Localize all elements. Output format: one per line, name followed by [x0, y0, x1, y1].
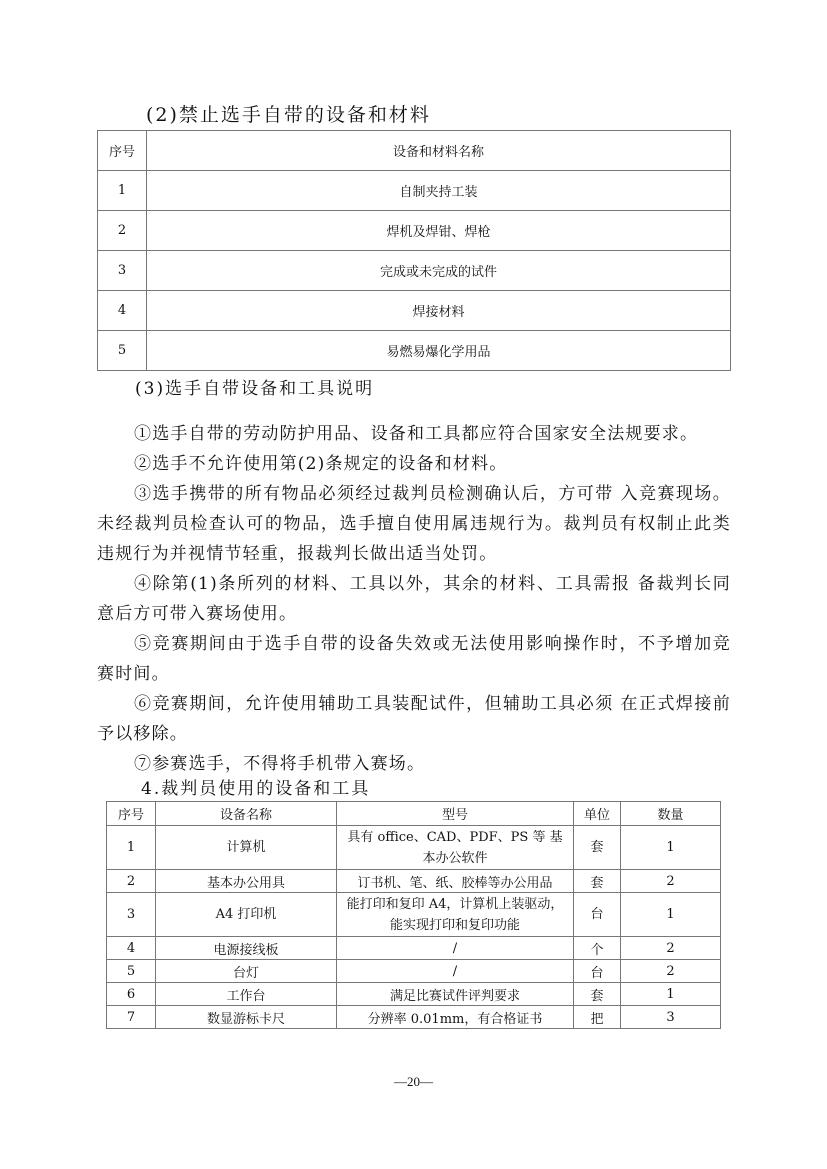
cell-model: 订书机、笔、纸、胶棒等办公用品	[337, 870, 574, 893]
cell-index: 3	[98, 251, 147, 291]
table-row	[98, 211, 731, 251]
cell-unit: 套	[574, 826, 621, 870]
cell-index: 2	[98, 211, 147, 251]
table-row	[98, 251, 731, 291]
cell-name: 完成或未完成的试件	[147, 251, 731, 291]
cell-name: 易燃易爆化学用品	[147, 331, 731, 371]
cell-name: 自制夹持工装	[147, 171, 731, 211]
column-header-quantity: 数量	[621, 802, 721, 826]
cell-index: 6	[107, 983, 156, 1006]
cell-index: 5	[107, 960, 156, 983]
cell-index: 4	[98, 291, 147, 331]
cell-model: /	[337, 960, 574, 983]
cell-index: 7	[107, 1006, 156, 1029]
cell-unit: 把	[574, 1006, 621, 1029]
cell-equipment: 基本办公用具	[156, 870, 337, 893]
section-2-title: (2)禁止选手自带的设备和材料	[146, 104, 431, 126]
cell-equipment: 工作台	[156, 983, 337, 1006]
rule-paragraph-6: ⑥竞赛期间，允许使用辅助工具装配试件，但辅助工具必须 在正式焊接前予以移除。	[97, 694, 731, 744]
cell-unit: 台	[574, 960, 621, 983]
cell-name: 焊接材料	[147, 291, 731, 331]
cell-name: 焊机及焊钳、焊枪	[147, 211, 731, 251]
cell-quantity: 1	[621, 826, 721, 870]
page-number: —20—	[394, 1074, 433, 1089]
cell-unit: 套	[574, 870, 621, 893]
table-row	[107, 937, 721, 960]
column-header-equipment: 设备名称	[156, 802, 337, 826]
cell-quantity: 3	[621, 1006, 721, 1029]
cell-equipment: A4 打印机	[156, 893, 337, 937]
cell-equipment: 电源接线板	[156, 937, 337, 960]
table-header-row	[98, 131, 731, 171]
referee-equipment-table	[106, 801, 721, 1029]
cell-index: 4	[107, 937, 156, 960]
cell-model: 满足比赛试件评判要求	[337, 983, 574, 1006]
column-header-name: 设备和材料名称	[147, 131, 731, 171]
table-row	[107, 960, 721, 983]
section-3-title: (3)选手自带设备和工具说明	[135, 379, 375, 399]
cell-quantity: 1	[621, 983, 721, 1006]
cell-index: 1	[98, 171, 147, 211]
table-row	[107, 893, 721, 937]
cell-model: 具有 office、CAD、PDF、PS 等 基本办公软件	[337, 826, 574, 870]
cell-equipment: 台灯	[156, 960, 337, 983]
prohibited-items-table	[97, 130, 731, 371]
cell-quantity: 2	[621, 960, 721, 983]
cell-index: 2	[107, 870, 156, 893]
cell-index: 5	[98, 331, 147, 371]
cell-unit: 台	[574, 893, 621, 937]
column-header-index: 序号	[107, 802, 156, 826]
cell-equipment: 数显游标卡尺	[156, 1006, 337, 1029]
table-row	[98, 331, 731, 371]
cell-model: 能打印和复印 A4，计算机上装驱动，能实现打印和复印功能	[337, 893, 574, 937]
column-header-index: 序号	[98, 131, 147, 171]
column-header-model: 型号	[337, 802, 574, 826]
rule-paragraph-1: ①选手自带的劳动防护用品、设备和工具都应符合国家安全法规要求。	[134, 424, 699, 444]
rule-paragraph-3: ③选手携带的所有物品必须经过裁判员检测确认后，方可带 入竞赛现场。未经裁判员检查认可的物品，选手擅自使用属违规行为。裁判员有权制止此类违规行为并视情节轻重，报裁判长做出适当处罚。	[97, 484, 731, 564]
cell-quantity: 2	[621, 870, 721, 893]
cell-equipment: 计算机	[156, 826, 337, 870]
column-header-unit: 单位	[574, 802, 621, 826]
table-row	[107, 983, 721, 1006]
cell-quantity: 1	[621, 893, 721, 937]
cell-index: 1	[107, 826, 156, 870]
table-row	[107, 1006, 721, 1029]
table-row	[98, 291, 731, 331]
table-row	[107, 870, 721, 893]
rule-paragraph-5: ⑤竞赛期间由于选手自带的设备失效或无法使用影响操作时，不予增加竞赛时间。	[97, 634, 731, 684]
rule-paragraph-4: ④除第(1)条所列的材料、工具以外，其余的材料、工具需报 备裁判长同意后方可带入赛场使用。	[97, 574, 731, 624]
cell-model: 分辨率 0.01mm，有合格证书	[337, 1006, 574, 1029]
cell-quantity: 2	[621, 937, 721, 960]
table-row	[107, 826, 721, 870]
rule-paragraph-7: ⑦参赛选手，不得将手机带入赛场。	[134, 754, 426, 774]
table-header-row	[107, 802, 721, 826]
cell-unit: 个	[574, 937, 621, 960]
cell-model: /	[337, 937, 574, 960]
cell-unit: 套	[574, 983, 621, 1006]
section-4-title: 4.裁判员使用的设备和工具	[141, 779, 371, 799]
rule-paragraph-2: ②选手不允许使用第(2)条规定的设备和材料。	[134, 454, 508, 474]
table-row	[98, 171, 731, 211]
cell-index: 3	[107, 893, 156, 937]
